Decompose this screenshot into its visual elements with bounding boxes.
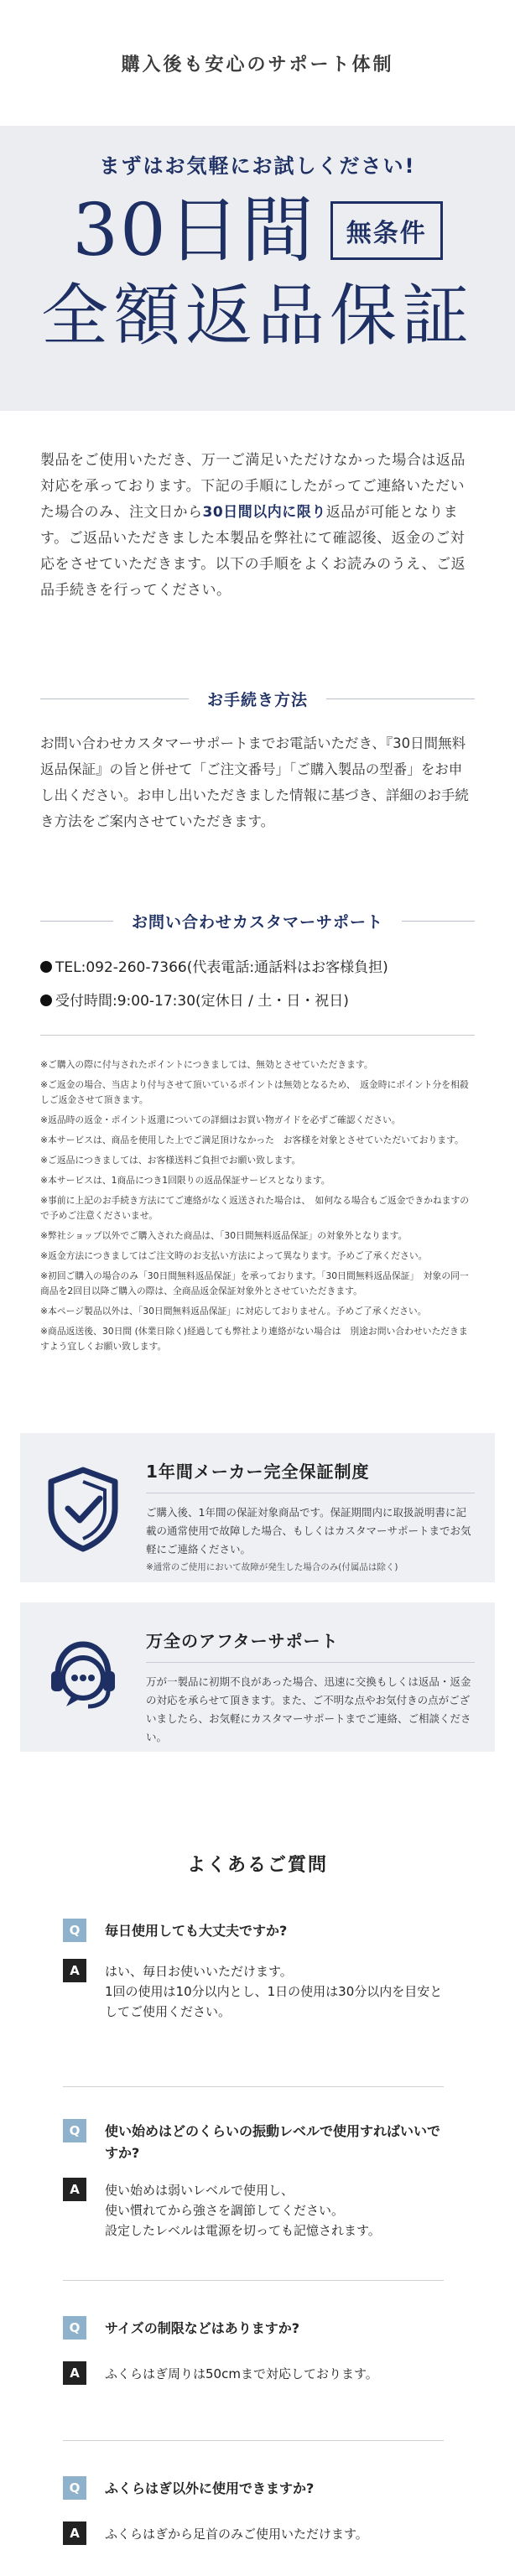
notes-divider — [40, 1035, 475, 1036]
answer-mark: A — [63, 2521, 86, 2545]
support-heading-label: お問い合わせカスタマーサポート — [132, 913, 384, 932]
faq-question: ふくらはぎ以外に使用できますか? — [105, 2480, 315, 2496]
faq-item — [63, 2441, 444, 2567]
support-tel-row — [40, 951, 475, 984]
note-item: ※商品返送後、30日間 (休業日除く)経過しても弊社より連絡がない場合は 別途お問い合わせいただきますよう宜しくお願い致します。 — [40, 1326, 468, 1352]
support-hours: 受付時間:9:00-17:30(定休日 / 土・日・祝日) — [55, 993, 349, 1010]
note-item: ※ご返金の場合、当店より付与させて頂いているポイントは無効となるため、 返金時にポイント分を相殺しご返金させて頂きます。 — [40, 1079, 469, 1105]
faq-question-row — [63, 2476, 444, 2500]
answer-mark: A — [63, 2178, 86, 2201]
note-item: ※弊社ショップ以外でご購入された商品は、「30日間無料返品保証」の対象外となります。 — [40, 1230, 408, 1241]
faq-answer-row — [63, 2361, 444, 2385]
guarantee-tagline: まずはお気軽にお試しください! — [99, 154, 416, 178]
warranty-card-title: 1年間メーカー完全保証制度 — [146, 1458, 475, 1493]
notes-list — [0, 1057, 515, 1433]
note-item: ※事前に上記のお手続き方法にてご連絡がなく返送された場合は、 如何なる場合もご返金できかねますので予めご注意くださいませ。 — [40, 1195, 470, 1221]
intro-text-part1: 製品をご使用いただき、万一ご満足いただけなかった場合は返品対応を承っております。下記の手順にしたがってご連絡いただいた場合のみ、注文日から — [40, 452, 466, 521]
faq-answer-row — [63, 1959, 444, 2022]
faq-question-row — [63, 2119, 444, 2164]
support-heading — [40, 910, 475, 932]
faq-answer: 使い始めは弱いレベルで使用し、 使い慣れてから強さを調節してください。 設定したレベルは電源を切っても記憶されます。 — [105, 2183, 381, 2238]
warranty-card-body: ご購入後、1年間の保証対象商品です。保証期間内に取扱説明書に記載の通常使用で故障した場合、もしくはカスタマーサポートまでお気軽にご連絡ください。 — [146, 1506, 471, 1555]
faq-answer: ふくらはぎ周りは50cmまで対応しております。 — [105, 2366, 378, 2381]
guarantee-days: 30日間 — [72, 189, 315, 273]
guarantee-banner — [0, 126, 515, 411]
answer-mark: A — [63, 1959, 86, 1982]
answer-mark: A — [63, 2361, 86, 2385]
faq-title: よくあるご質問 — [186, 1855, 328, 1876]
warranty-card-note: ※通常のご使用において故障が発生した場合のみ(付属品は除く) — [146, 1562, 398, 1572]
intro-text-highlight: 30日間以内に限り — [202, 504, 326, 521]
guarantee-headline: 全額返品保証 — [41, 277, 474, 355]
note-item: ※返品時の返金・ポイント返還についての詳細はお買い物ガイドを必ずご確認ください。 — [40, 1114, 401, 1125]
procedure-text: お問い合わせカスタマーサポートまでお電話いただき、『30日間無料返品保証』の旨と併せて「ご注文番号」「ご購入製品の型番」をお申し出ください。お申し出いただきました情報に基づき、詳細のお手続き方法をご案内させていただきます。 — [40, 735, 469, 829]
faq-question: 毎日使用しても大丈夫ですか? — [105, 1923, 288, 1939]
note-item: ※ご返品につきましては、お客様送料ご負担でお願い致します。 — [40, 1155, 301, 1166]
aftersupport-card-body: 万が一製品に初期不良があった場合、迅速に交換もしくは返品・返金の対応を承らせて頂きます。また、ご不明な点やお気付きの点がございましたら、お気軽にカスタマーサポートまでご連絡、ご相談ください。 — [146, 1675, 471, 1743]
faq-item — [63, 2281, 444, 2440]
bullet-dot — [40, 995, 52, 1006]
support-tel: TEL:092-260-7366(代表電話:通話料はお客様負担) — [55, 959, 388, 976]
note-item: ※初回ご購入の場合のみ「30日間無料返品保証」を承っております。「30日間無料返品保証」 対象の同一商品を2回目以降ご購入の際は、全商品返金保証対象外とさせていただきます。 — [40, 1270, 469, 1296]
faq-answer-row — [63, 2178, 444, 2241]
faq-item — [63, 2087, 444, 2280]
note-item: ※返金方法につきましてはご注文時のお支払い方法によって異なります。予めご了承ください。 — [40, 1250, 428, 1261]
warranty-card — [20, 1433, 495, 1582]
support-hours-row — [40, 984, 475, 1018]
intro-text — [0, 411, 515, 688]
note-item: ※本サービスは、商品を使用した上でご満足頂けなかった お客様を対象とさせていただいております。 — [40, 1135, 464, 1145]
aftersupport-card-title: 万全のアフターサポート — [146, 1628, 475, 1663]
faq-answer: ふくらはぎから足首のみご使用いただけます。 — [105, 2527, 368, 2542]
note-item: ※ご購入の際に付与されたポイントにつきましては、無効とさせていただきます。 — [40, 1059, 373, 1070]
faq-question-row — [63, 2316, 444, 2340]
support-contact — [0, 951, 515, 1018]
headset-support-icon — [20, 1602, 146, 1752]
procedure-heading-label: お手続き方法 — [207, 691, 309, 709]
question-mark: Q — [63, 1919, 86, 1942]
intro-text-part2: 返品が可能となります。ご返品いただきました本製品を弊社にて確認後、返金のご対応をさせていただきます。以下の手順をよくお読みのうえ、ご返品手続きを行ってください。 — [40, 504, 466, 599]
note-item: ※本サービスは、1商品につき1回限りの返品保証サービスとなります。 — [40, 1175, 330, 1186]
page-title: 購入後も安心のサポート体制 — [121, 54, 394, 75]
faq-question: サイズの制限などはありますか? — [105, 2320, 300, 2336]
faq-list — [63, 1919, 444, 2567]
procedure-heading — [40, 688, 475, 710]
heading-rule-right — [402, 921, 475, 922]
faq-answer-row — [63, 2521, 444, 2545]
question-mark: Q — [63, 2316, 86, 2340]
unconditional-badge: 無条件 — [330, 201, 443, 260]
question-mark: Q — [63, 2119, 86, 2142]
bullet-dot — [40, 961, 52, 973]
aftersupport-card — [20, 1602, 495, 1752]
faq-question-row — [63, 1919, 444, 1942]
question-mark: Q — [63, 2476, 86, 2500]
faq-question: 使い始めはどのくらいの振動レベルで使用すればいいですか? — [105, 2123, 441, 2161]
faq-answer: はい、毎日お使いいただけます。 1回の使用は10分以内とし、1日の使用は30分以内を目安としてご使用ください。 — [105, 1964, 443, 2019]
note-item: ※本ページ製品以外は、「30日間無料返品保証」に対応しておりません。予めご了承ください。 — [40, 1306, 427, 1317]
heading-rule-left — [40, 921, 113, 922]
faq-item — [63, 1919, 444, 2086]
shield-check-icon — [20, 1433, 146, 1582]
